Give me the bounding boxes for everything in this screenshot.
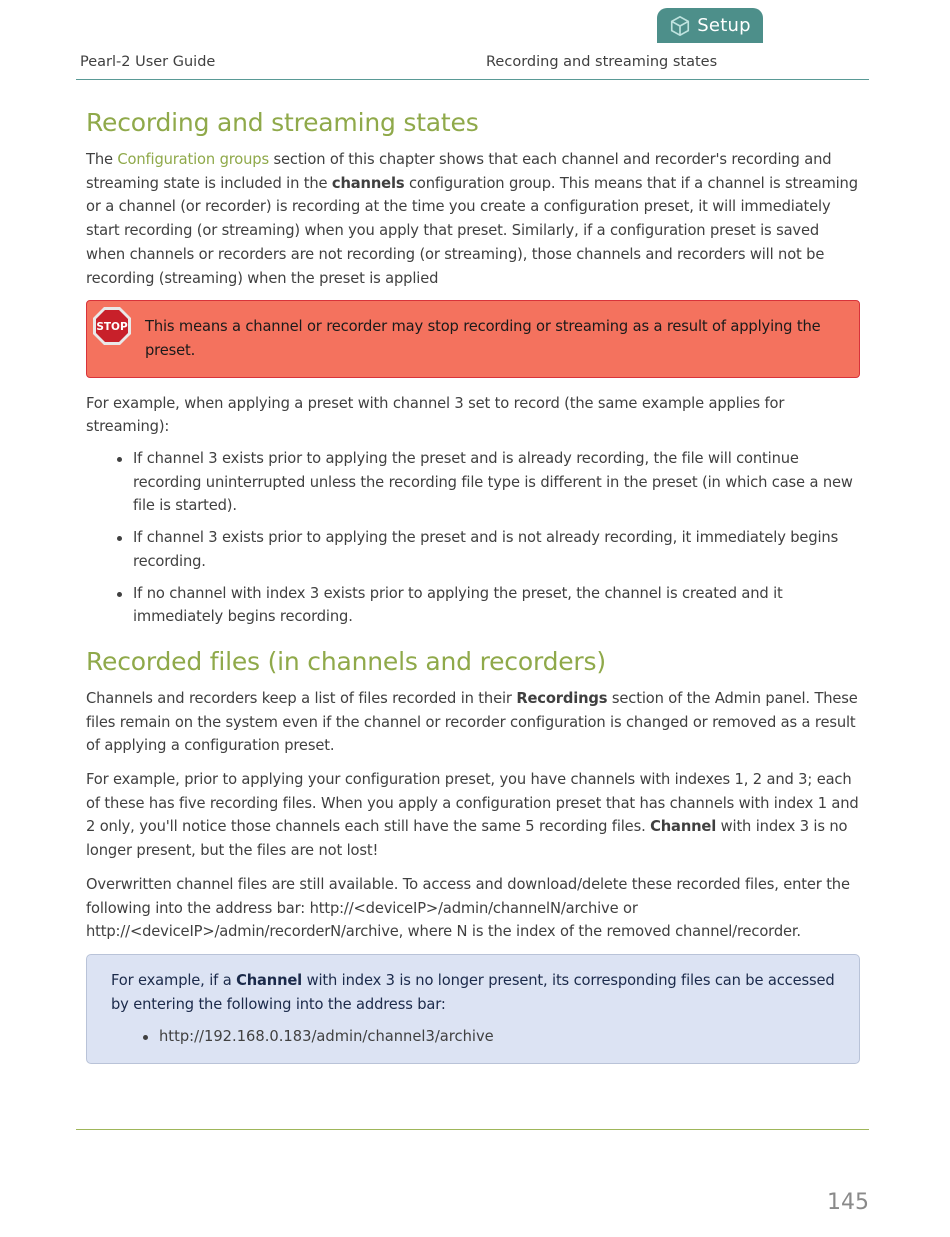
list-item-text: If channel 3 exists prior to applying the preset and is already recording, the file will continue recording uninterrupted unless the recording file type is different in the preset (in which case a new file is started). [133,450,853,515]
warning-text: This means a channel or recorder may stop recording or streaming as a result of applying the preset. [145,318,821,359]
page-content [86,105,860,1064]
stop-sign-icon [92,306,132,346]
bullet-dot [117,536,122,541]
text-run: with index 3 is no longer present, but the files are not lost! [86,818,848,860]
text-run: section of the Admin panel. These files remain on the system even if the channel or recorder configuration is changed or removed as a result of applying a configuration preset. [86,689,858,755]
overwritten-files-paragraph: Overwritten channel files are still available. To access and download/delete these recorded files, enter the following into the address bar: http://<deviceIP>/admin/channelN/archive or http://<deviceIP>/admin/recorderN/archive, where N is the index of the removed channel/recorder. [86,875,850,941]
list-item-text: If no channel with index 3 exists prior to applying the preset, the channel is created and it immediately begins recording. [133,584,783,626]
list-item [133,582,860,629]
page-number: 145 [827,1190,869,1215]
text-run: Channels and recorders keep a list of files recorded in their [86,689,517,707]
list-item [133,526,860,573]
cube-icon [669,15,691,37]
section-heading-recording-states: Recording and streaming states [86,108,479,137]
list-item [159,1025,835,1049]
text-run: The [86,151,118,168]
bullet-dot [143,1035,148,1040]
text-run: with index 3 is no longer present, its corresponding files can be accessed by entering the following into the address bar: [111,971,835,1013]
example-intro: For example, when applying a preset with channel 3 set to record (the same example applies for streaming): [86,394,785,436]
list-item [133,447,860,518]
warning-callout [86,300,860,377]
running-section-title: Recording and streaming states [486,54,718,70]
bullet-dot [117,592,122,597]
text-run: For example, if a [111,971,237,989]
bold-channels: channels [331,174,405,192]
recordings-paragraph [86,687,860,758]
example-paragraph [86,768,860,863]
tab-label: Setup [697,15,751,36]
example-bullet-list [86,447,860,629]
text-run: configuration group. This means that if a channel is streaming or a channel (or recorder) is recording at the time you create a configuration preset, it will immediately start recording (or streaming) when you apply that preset. Similarly, if a configuration preset is saved when channels or recorders are not recording (or streaming), those channels and recorders will not be recording (streaming) when the preset is applied [86,174,858,287]
note-text [111,969,835,1016]
intro-paragraph [86,148,860,290]
note-url-list [111,1025,835,1049]
text-run: For example, prior to applying your configuration preset, you have channels with indexes 1, 2 and 3; each of these has five recording files. When you apply a configuration preset that has channels with index 1 and 2 only, you'll notice those channels each still have the same 5 recording files. [86,771,859,836]
section-tab-setup[interactable] [657,8,763,43]
page-header [76,52,869,80]
example-note-callout [86,954,860,1064]
section-heading-recorded-files: Recorded files (in channels and recorders) [86,646,606,676]
configuration-groups-link[interactable]: Configuration groups [117,151,269,168]
bold-channel: Channel [236,971,303,989]
bold-recordings: Recordings [516,689,608,707]
footer-divider [76,1129,869,1130]
bullet-dot [117,457,122,462]
archive-url: http://192.168.0.183/admin/channel3/archive [159,1028,494,1046]
bold-channel: Channel [650,818,717,836]
text-run: section of this chapter shows that each channel and recorder's recording and streaming state is included in the [86,151,832,192]
list-item-text: If channel 3 exists prior to applying the preset and is not already recording, it immediately begins recording. [133,529,839,570]
document-title: Pearl-2 User Guide [80,54,216,70]
stop-sign-text: STOP [96,321,128,334]
